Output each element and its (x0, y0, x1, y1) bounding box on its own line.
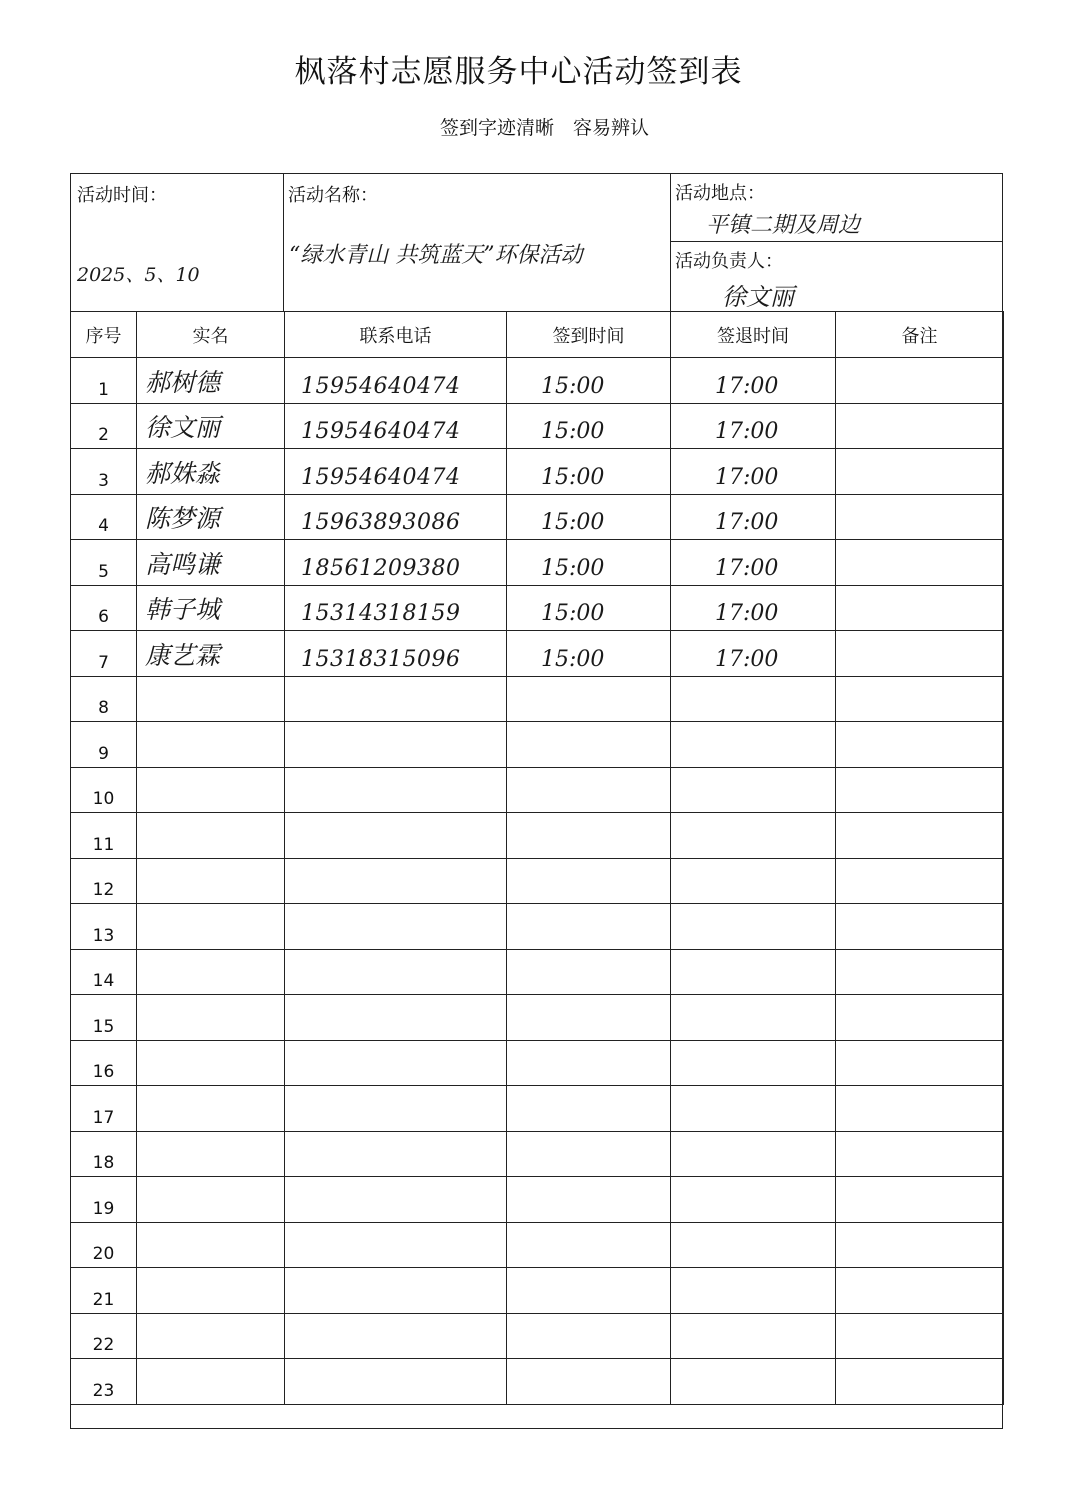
row-sign-in-time (507, 813, 671, 859)
row-phone-text (285, 1193, 301, 1218)
row-name (137, 858, 285, 904)
table-row (71, 494, 1004, 540)
row-sign-out-time (671, 1131, 836, 1177)
row-serial (71, 403, 137, 449)
row-phone-text (285, 965, 301, 990)
row-name-text: 韩子城 (145, 595, 221, 624)
row-serial-text: 1 (98, 379, 109, 400)
row-remarks (836, 449, 1004, 495)
row-name-text (137, 825, 145, 854)
row-remarks (836, 1359, 1004, 1405)
row-phone-text (285, 1238, 301, 1263)
row-sign-out-time (671, 540, 836, 586)
row-name (137, 1131, 285, 1177)
row-serial (71, 1268, 137, 1314)
row-sign-out-time (671, 1222, 836, 1268)
row-name-text (137, 870, 145, 899)
activity-leader-cell (670, 241, 1002, 311)
row-serial (71, 1177, 137, 1223)
row-serial (71, 358, 137, 404)
table-row (71, 449, 1004, 495)
row-phone (285, 494, 507, 540)
row-serial-text: 19 (92, 1198, 115, 1219)
row-phone (285, 585, 507, 631)
row-phone (285, 1359, 507, 1405)
row-phone (285, 1040, 507, 1086)
row-sign-out-time (671, 676, 836, 722)
table-row (71, 1177, 1004, 1223)
row-sign-in-time (507, 858, 671, 904)
row-serial (71, 1313, 137, 1359)
row-phone-text (285, 874, 301, 899)
row-remarks (836, 1268, 1004, 1314)
table-row (71, 585, 1004, 631)
table-row (71, 358, 1004, 404)
row-sign-in-time-text: 15:00 (541, 646, 605, 672)
row-remarks (836, 403, 1004, 449)
activity-time-value: 2025、5、10 (77, 264, 200, 286)
activity-name-cell (283, 174, 670, 311)
row-sign-out-time-text (671, 874, 715, 899)
row-sign-out-time (671, 995, 836, 1041)
row-phone (285, 858, 507, 904)
row-name-text (137, 1143, 145, 1172)
row-serial-text: 17 (92, 1107, 115, 1128)
row-name (137, 813, 285, 859)
row-serial-text: 9 (98, 743, 109, 764)
row-phone (285, 540, 507, 586)
header-sign-out-time: 签退时间 (671, 312, 836, 358)
row-remarks (836, 813, 1004, 859)
header-sign-in-time: 签到时间 (507, 312, 671, 358)
header-phone: 联系电话 (285, 312, 507, 358)
activity-name-value: “绿水青山 共筑蓝天”环保活动 (289, 243, 583, 268)
row-phone-text: 15954640474 (301, 373, 461, 399)
row-sign-out-time-text (671, 1102, 715, 1127)
row-sign-out-time-text (671, 1329, 715, 1354)
row-sign-in-time (507, 949, 671, 995)
row-serial-text: 23 (92, 1380, 115, 1401)
row-sign-in-time (507, 1222, 671, 1268)
row-sign-in-time-text (507, 783, 541, 808)
row-name-text: 徐文丽 (145, 413, 221, 442)
row-sign-out-time-text (671, 783, 715, 808)
row-remarks (836, 631, 1004, 677)
row-sign-in-time-text: 15:00 (541, 373, 605, 399)
row-remarks (836, 1086, 1004, 1132)
row-phone-text (285, 738, 301, 763)
table-row (71, 858, 1004, 904)
row-sign-in-time-text: 15:00 (541, 419, 605, 444)
row-sign-in-time (507, 540, 671, 586)
row-remarks (836, 358, 1004, 404)
row-serial-text: 20 (92, 1244, 115, 1264)
row-serial (71, 631, 137, 677)
table-row (71, 540, 1004, 586)
row-sign-in-time-text (507, 920, 541, 945)
row-sign-in-time-text (507, 1238, 541, 1263)
row-serial (71, 540, 137, 586)
row-phone-text (285, 783, 301, 808)
row-phone-text (285, 1375, 301, 1400)
row-sign-out-time (671, 449, 836, 495)
row-sign-out-time (671, 1177, 836, 1223)
row-name-text (137, 916, 145, 945)
row-sign-in-time-text (507, 1375, 541, 1400)
row-phone-text (285, 1147, 301, 1172)
row-phone (285, 767, 507, 813)
row-sign-in-time-text: 15:00 (541, 555, 605, 581)
row-serial-text: 6 (98, 607, 109, 627)
row-serial (71, 949, 137, 995)
row-serial-text: 13 (92, 925, 115, 946)
row-sign-out-time-text (671, 1193, 715, 1218)
row-sign-out-time (671, 1086, 836, 1132)
row-serial-text: 12 (92, 880, 115, 900)
table-header-row (71, 312, 1004, 358)
row-sign-out-time (671, 1313, 836, 1359)
row-sign-in-time-text (507, 965, 541, 990)
row-phone-text: 15314318159 (301, 601, 461, 626)
row-sign-in-time (507, 1131, 671, 1177)
row-sign-in-time-text (507, 1056, 541, 1081)
page-subtitle: 签到字迹清晰 容易辨认 (440, 117, 650, 139)
row-sign-in-time-text (507, 1102, 541, 1127)
row-name-text (137, 734, 145, 763)
row-phone (285, 1268, 507, 1314)
row-sign-out-time (671, 904, 836, 950)
row-sign-in-time-text: 15:00 (541, 464, 605, 490)
row-serial (71, 449, 137, 495)
row-sign-in-time-text (507, 1284, 541, 1309)
row-serial (71, 767, 137, 813)
row-sign-out-time-text (671, 1056, 715, 1081)
row-sign-out-time (671, 858, 836, 904)
row-phone (285, 1177, 507, 1223)
row-sign-out-time (671, 767, 836, 813)
row-sign-out-time-text (671, 829, 715, 854)
row-phone (285, 722, 507, 768)
row-name (137, 631, 285, 677)
row-sign-out-time (671, 949, 836, 995)
row-serial-text: 3 (98, 470, 109, 491)
row-name (137, 676, 285, 722)
row-name (137, 1177, 285, 1223)
row-name (137, 403, 285, 449)
row-name (137, 449, 285, 495)
row-serial-text: 14 (92, 971, 115, 991)
row-name (137, 722, 285, 768)
row-name (137, 358, 285, 404)
row-name-text (137, 688, 145, 717)
row-phone-text: 15954640474 (301, 419, 461, 444)
row-serial-text: 4 (98, 516, 109, 536)
table-row (71, 1268, 1004, 1314)
row-phone (285, 995, 507, 1041)
row-sign-out-time-text (671, 738, 715, 763)
row-name-text (137, 961, 145, 990)
row-remarks (836, 1313, 1004, 1359)
row-sign-out-time (671, 494, 836, 540)
table-row (71, 403, 1004, 449)
row-name (137, 1040, 285, 1086)
row-name-text (137, 1280, 145, 1309)
table-row (71, 904, 1004, 950)
row-serial (71, 1040, 137, 1086)
row-phone (285, 676, 507, 722)
row-serial-text: 16 (92, 1062, 115, 1082)
row-name (137, 540, 285, 586)
row-name (137, 585, 285, 631)
row-serial-text: 22 (92, 1335, 115, 1355)
row-name (137, 494, 285, 540)
row-sign-out-time-text (671, 1147, 715, 1172)
row-name-text: 陈梦源 (145, 504, 221, 533)
header-serial: 序号 (71, 312, 137, 358)
row-serial-text: 5 (98, 561, 109, 582)
row-sign-in-time (507, 1313, 671, 1359)
row-serial-text: 10 (92, 789, 115, 809)
row-sign-in-time (507, 449, 671, 495)
row-phone-text (285, 1011, 301, 1036)
row-sign-out-time (671, 1268, 836, 1314)
row-phone-text (285, 1284, 301, 1309)
row-phone (285, 813, 507, 859)
row-serial (71, 1086, 137, 1132)
row-sign-in-time (507, 904, 671, 950)
row-sign-in-time (507, 1268, 671, 1314)
row-name-text: 郝姝淼 (145, 458, 221, 488)
row-remarks (836, 904, 1004, 950)
row-sign-out-time-text (671, 1375, 715, 1400)
row-serial-text: 2 (98, 425, 109, 445)
row-phone (285, 403, 507, 449)
row-remarks (836, 585, 1004, 631)
activity-time-label: 活动时间： (77, 185, 167, 206)
row-sign-out-time-text: 17:00 (715, 601, 779, 626)
row-remarks (836, 767, 1004, 813)
row-sign-in-time (507, 1359, 671, 1405)
row-phone (285, 1131, 507, 1177)
row-serial-text: 15 (92, 1016, 115, 1037)
row-sign-in-time (507, 676, 671, 722)
row-name (137, 949, 285, 995)
row-name-text (137, 1189, 145, 1218)
row-sign-out-time-text: 17:00 (715, 510, 779, 535)
row-phone (285, 631, 507, 677)
page-title: 枫落村志愿服务中心活动签到表 (294, 54, 743, 90)
row-sign-in-time (507, 722, 671, 768)
row-phone (285, 904, 507, 950)
row-sign-in-time (507, 1177, 671, 1223)
table-row (71, 813, 1004, 859)
row-name (137, 1222, 285, 1268)
row-serial-text: 8 (98, 698, 109, 718)
row-serial-text: 7 (98, 652, 109, 673)
row-name-text (137, 1098, 145, 1127)
row-serial-text: 11 (92, 834, 115, 855)
row-sign-in-time (507, 358, 671, 404)
row-name-text: 高鸣谦 (145, 549, 221, 579)
row-sign-in-time-text (507, 1147, 541, 1172)
row-phone-text (285, 829, 301, 854)
table-row (71, 1313, 1004, 1359)
row-sign-in-time-text: 15:00 (541, 510, 605, 535)
row-serial-text: 21 (92, 1289, 115, 1310)
row-name-text (137, 1234, 145, 1263)
row-name-text (137, 1007, 145, 1036)
table-row (71, 676, 1004, 722)
activity-name-label: 活动名称： (288, 185, 378, 206)
row-sign-in-time-text: 15:00 (541, 601, 605, 626)
activity-place-value: 平镇二期及周边 (706, 213, 861, 238)
row-remarks (836, 1177, 1004, 1223)
row-sign-in-time-text (507, 1011, 541, 1036)
row-serial (71, 813, 137, 859)
activity-leader-label: 活动负责人： (675, 251, 783, 272)
row-phone-text: 15318315096 (301, 646, 461, 672)
row-sign-out-time (671, 403, 836, 449)
row-sign-in-time-text (507, 829, 541, 854)
activity-time-cell (71, 174, 283, 311)
table-row (71, 631, 1004, 677)
table-row (71, 767, 1004, 813)
activity-place-label: 活动地点： (675, 183, 765, 204)
row-remarks (836, 722, 1004, 768)
row-phone-text (285, 920, 301, 945)
row-phone-text: 18561209380 (301, 555, 461, 581)
table-row (71, 949, 1004, 995)
row-phone-text: 15963893086 (301, 510, 461, 535)
row-name (137, 1359, 285, 1405)
row-serial (71, 1359, 137, 1405)
row-serial (71, 1131, 137, 1177)
row-phone-text: 15954640474 (301, 464, 461, 490)
row-sign-in-time (507, 995, 671, 1041)
row-phone-text (285, 1329, 301, 1354)
row-remarks (836, 1040, 1004, 1086)
row-sign-out-time-text: 17:00 (715, 373, 779, 399)
row-phone-text (285, 1056, 301, 1081)
row-sign-out-time (671, 1040, 836, 1086)
row-serial (71, 858, 137, 904)
row-serial (71, 494, 137, 540)
row-sign-in-time-text (507, 738, 541, 763)
row-sign-in-time (507, 767, 671, 813)
row-remarks (836, 1222, 1004, 1268)
table-row (71, 722, 1004, 768)
header-remarks: 备注 (836, 312, 1004, 358)
row-sign-out-time-text: 17:00 (715, 419, 779, 444)
row-phone-text (285, 1102, 301, 1127)
row-remarks (836, 1131, 1004, 1177)
row-serial (71, 904, 137, 950)
row-sign-in-time-text (507, 1329, 541, 1354)
row-sign-out-time-text (671, 1238, 715, 1263)
row-sign-out-time (671, 585, 836, 631)
row-serial (71, 676, 137, 722)
table-row (71, 1359, 1004, 1405)
row-name-text (137, 779, 145, 808)
row-sign-in-time (507, 1086, 671, 1132)
row-remarks (836, 858, 1004, 904)
row-sign-out-time-text: 17:00 (715, 646, 779, 672)
row-sign-in-time (507, 631, 671, 677)
row-name (137, 1313, 285, 1359)
row-remarks (836, 494, 1004, 540)
row-remarks (836, 676, 1004, 722)
activity-place-cell (670, 174, 1002, 241)
row-name-text (137, 1052, 145, 1081)
table-row (71, 1086, 1004, 1132)
row-name-text: 郝树德 (145, 367, 221, 397)
row-serial (71, 1222, 137, 1268)
row-sign-out-time-text (671, 920, 715, 945)
header-name: 实名 (137, 312, 285, 358)
row-sign-in-time (507, 403, 671, 449)
row-serial (71, 722, 137, 768)
row-name (137, 1086, 285, 1132)
row-name (137, 904, 285, 950)
row-sign-in-time-text (507, 874, 541, 899)
row-sign-out-time (671, 722, 836, 768)
row-phone (285, 1313, 507, 1359)
row-name-text: 康艺霖 (145, 640, 221, 670)
row-name (137, 995, 285, 1041)
row-sign-out-time (671, 631, 836, 677)
table-row (71, 1040, 1004, 1086)
row-serial-text: 18 (92, 1153, 115, 1173)
row-phone (285, 1086, 507, 1132)
row-sign-out-time-text: 17:00 (715, 555, 779, 581)
row-sign-in-time (507, 1040, 671, 1086)
row-remarks (836, 540, 1004, 586)
table-row (71, 995, 1004, 1041)
row-phone (285, 449, 507, 495)
activity-leader-value: 徐文丽 (722, 283, 794, 311)
row-phone (285, 358, 507, 404)
row-sign-out-time-text (671, 965, 715, 990)
row-name-text (137, 1371, 145, 1400)
row-sign-out-time-text (671, 692, 715, 717)
row-serial (71, 585, 137, 631)
row-sign-in-time (507, 585, 671, 631)
row-remarks (836, 949, 1004, 995)
row-phone-text (285, 692, 301, 717)
row-phone (285, 1222, 507, 1268)
row-name (137, 767, 285, 813)
table-row (71, 1131, 1004, 1177)
sign-in-sheet (70, 173, 1003, 1429)
table-row (71, 1222, 1004, 1268)
row-sign-out-time-text (671, 1011, 715, 1036)
row-remarks (836, 995, 1004, 1041)
row-name-text (137, 1325, 145, 1354)
row-phone (285, 949, 507, 995)
row-name (137, 1268, 285, 1314)
row-sign-out-time (671, 1359, 836, 1405)
row-serial (71, 995, 137, 1041)
row-sign-out-time-text (671, 1284, 715, 1309)
row-sign-in-time-text (507, 692, 541, 717)
row-sign-in-time (507, 494, 671, 540)
row-sign-out-time (671, 358, 836, 404)
row-sign-in-time-text (507, 1193, 541, 1218)
sign-in-table (70, 311, 1004, 1405)
row-sign-out-time (671, 813, 836, 859)
row-sign-out-time-text: 17:00 (715, 464, 779, 490)
